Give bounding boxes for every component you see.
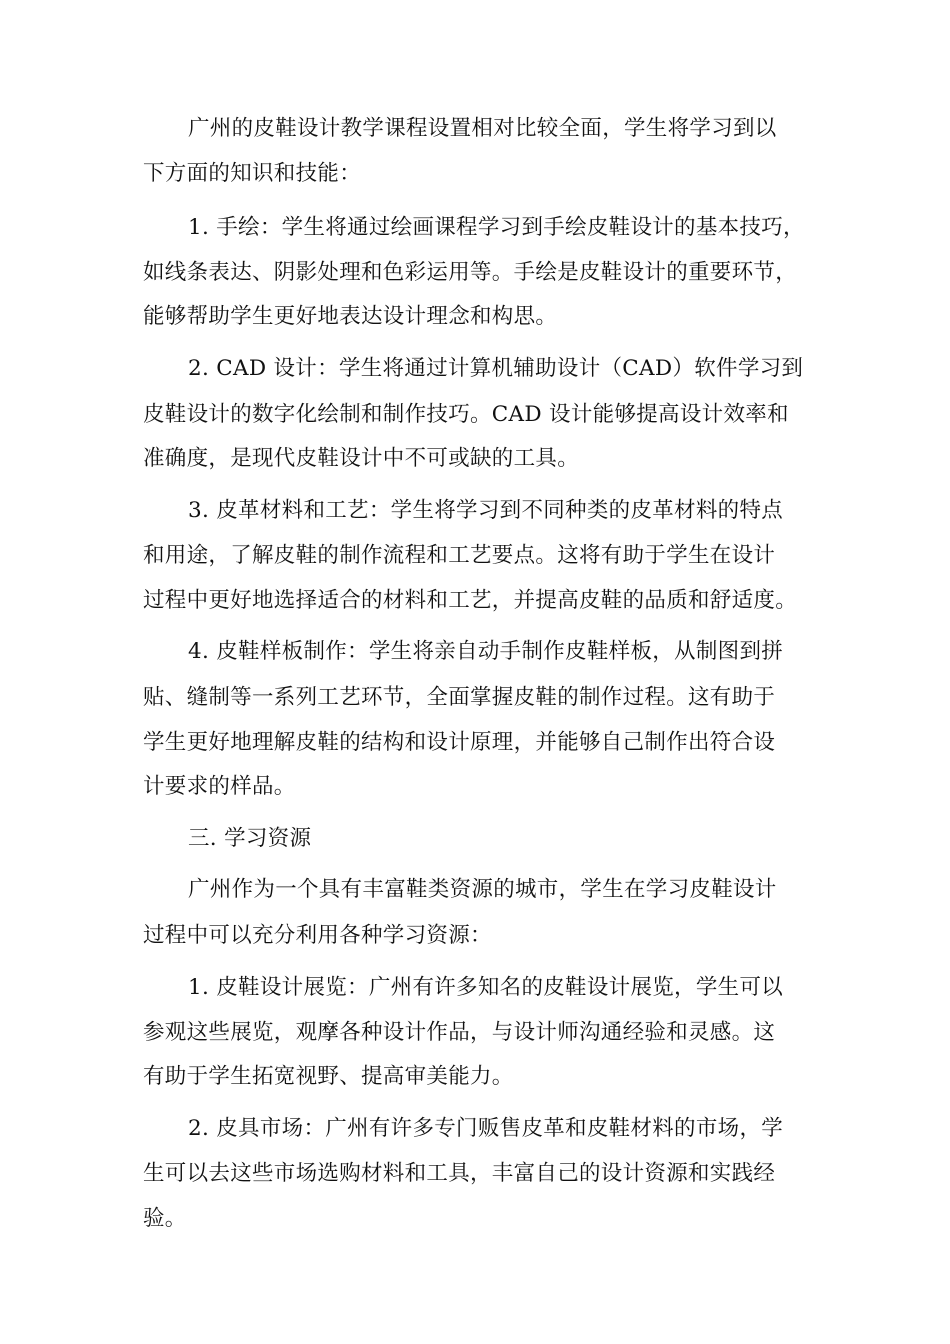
item-cad-line-2: 皮鞋设计的数字化绘制和制作技巧。CAD 设计能够提高设计效率和 (143, 402, 789, 427)
resource-market-line-1: 2. 皮具市场：广州有许多专门贩售皮革和皮鞋材料的市场，学 (188, 1116, 784, 1141)
resource-market-line-2: 生可以去这些市场选购材料和工具，丰富自己的设计资源和实践经 (143, 1161, 776, 1186)
item-handdrawing-line-1: 1. 手绘：学生将通过绘画课程学习到手绘皮鞋设计的基本技巧， (188, 215, 805, 240)
item-leather-line-1: 3. 皮革材料和工艺：学生将学习到不同种类的皮革材料的特点 (188, 498, 784, 523)
intro-line-2: 下方面的知识和技能： (143, 161, 362, 186)
item-handdrawing-line-3: 能够帮助学生更好地表达设计理念和构思。 (143, 304, 558, 329)
item-cad-line-1: 2. CAD 设计：学生将通过计算机辅助设计（CAD）软件学习到 (188, 356, 804, 381)
item-template-line-1: 4. 皮鞋样板制作：学生将亲自动手制作皮鞋样板，从制图到拼 (188, 639, 784, 664)
resources-intro-line-1: 广州作为一个具有丰富鞋类资源的城市，学生在学习皮鞋设计 (188, 877, 777, 902)
item-template-line-2: 贴、缝制等一系列工艺环节，全面掌握皮鞋的制作过程。这有助于 (143, 685, 776, 710)
item-leather-line-2: 和用途，了解皮鞋的制作流程和工艺要点。这将有助于学生在设计 (143, 543, 776, 568)
item-template-line-3: 学生更好地理解皮鞋的结构和设计原理，并能够自己制作出符合设 (143, 730, 776, 755)
item-cad-line-3: 准确度，是现代皮鞋设计中不可或缺的工具。 (143, 446, 580, 471)
resource-exhibition-line-2: 参观这些展览，观摩各种设计作品，与设计师沟通经验和灵感。这 (143, 1020, 776, 1045)
intro-line-1: 广州的皮鞋设计教学课程设置相对比较全面，学生将学习到以 (188, 116, 777, 141)
resources-intro-line-2: 过程中可以充分利用各种学习资源： (143, 923, 492, 948)
item-handdrawing-line-2: 如线条表达、阴影处理和色彩运用等。手绘是皮鞋设计的重要环节， (143, 260, 798, 285)
resource-exhibition-line-3: 有助于学生拓宽视野、提高审美能力。 (143, 1064, 514, 1089)
resource-market-line-3: 验。 (143, 1206, 187, 1231)
resource-exhibition-line-1: 1. 皮鞋设计展览：广州有许多知名的皮鞋设计展览，学生可以 (188, 975, 784, 1000)
section-heading-learning-resources: 三. 学习资源 (188, 826, 312, 851)
item-template-line-4: 计要求的样品。 (143, 774, 296, 799)
item-leather-line-3: 过程中更好地选择适合的材料和工艺，并提高皮鞋的品质和舒适度。 (143, 588, 798, 613)
